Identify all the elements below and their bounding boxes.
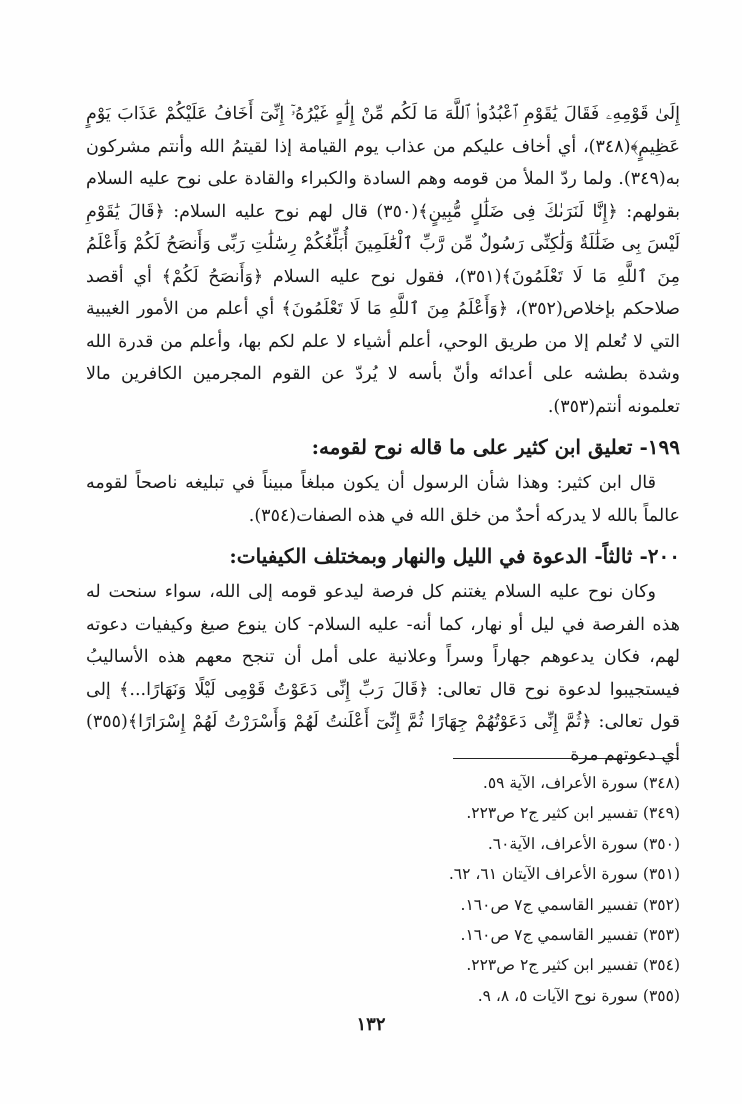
footnotes-list: [300, 768, 680, 1011]
section-heading-200: ٢٠٠- ثالثاً- الدعوة في الليل والنهار وبمختلف الكيفيات:: [229, 544, 680, 568]
footnote-355: (٣٥٥) سورة نوح الآيات ٥، ٨، ٩.: [477, 986, 680, 1005]
footnote-divider: [453, 758, 679, 759]
footnote-353: (٣٥٣) تفسير القاسمي ج٧ ص١٦٠.: [460, 926, 680, 945]
page-number: ١٣٢: [356, 1014, 386, 1035]
footnote-350: (٣٥٠) سورة الأعراف، الآية٦٠.: [487, 834, 680, 853]
paragraph-day-night-call: وكان نوح عليه السلام يغتنم كل فرصة ليدعو قومه إلى الله، سواء سنحت له هذه الفرصة في ليل أو نهار، كما أنه- عليه السلام- كان ينوع صيغ وكيفيات دعوته لهم، فكان يدعوهم جهاراً وسراً وعلانية على أمل أن تنجح معهم هذه الأساليبُ فيستجيبوا لدعوة نوح قال تعالى: ﴿قَالَ رَبِّ إِنِّى دَعَوْتُ قَوْمِى لَيْلًا وَنَهَارًا...﴾ إلى قول تعالى: ﴿ثُمَّ إِنِّى دَعَوْتُهُمْ جِهَارًا ثُمَّ إِنِّىٓ أَعْلَنتُ لَهُمْ وَأَسْرَرْتُ لَهُمْ إِسْرَارًا﴾(٣٥٥) أي دعوتهم مرة: [86, 582, 680, 765]
footnote-348: (٣٤٨) سورة الأعراف، الآية ٥٩.: [482, 774, 680, 792]
paragraph-ibn-kathir: قال ابن كثير: وهذا شأن الرسول أن يكون مبلغاً مبيناً في تبليغه ناصحاً لقومه عالماً بالله لا يدركه أحدٌ من خلق الله في هذه الصفات(٣٥٤).: [86, 473, 680, 526]
main-text: [86, 98, 680, 771]
footnote-354: (٣٥٤) تفسير ابن كثير ج٢ ص٢٢٣.: [466, 956, 680, 975]
footnote-351: (٣٥١) سورة الأعراف الآيتان ٦١، ٦٢.: [448, 865, 680, 884]
section-heading-199: ١٩٩- تعليق ابن كثير على ما قاله نوح لقومه:: [311, 435, 680, 459]
footnote-352: (٣٥٢) تفسير القاسمي ج٧ ص١٦٠.: [460, 895, 680, 914]
footnote-349: (٣٤٩) تفسير ابن كثير ج٢ ص٢٢٣.: [466, 804, 680, 823]
paragraph-noah-warning: إِلَىٰ قَوْمِهِۦ فَقَالَ يَٰقَوْمِ ٱعْبُدُوا۟ ٱللَّهَ مَا لَكُم مِّنْ إِلَٰهٍ غَيْرُهُۥٓ إِنِّىٓ أَخَافُ عَلَيْكُمْ عَذَابَ يَوْمٍ عَظِيمٍ﴾(٣٤٨)، أي أخاف عليكم من عذاب يوم القيامة إذا لقيتمُ الله وأنتم مشركون به(٣٤٩). ولما ردّ الملأ من قومه وهم السادة والكبراء والقادة على نوح عليه السلام بقولهم: ﴿إِنَّا لَنَرَىٰكَ فِى ضَلَٰلٍ مُّبِينٍ﴾(٣٥٠) قال لهم نوح عليه السلام: ﴿قَالَ يَٰقَوْمِ لَيْسَ بِى ضَلَٰلَةٌ وَلَٰكِنِّى رَسُولٌ مِّن رَّبِّ ٱلْعَٰلَمِينَ أُبَلِّغُكُمْ رِسَٰلَٰتِ رَبِّى وَأَنصَحُ لَكُمْ وَأَعْلَمُ مِنَ ٱللَّهِ مَا لَا تَعْلَمُونَ﴾(٣٥١)، فقول نوح عليه السلام ﴿وَأَنصَحُ لَكُمْ﴾ أي أقصد صلاحكم بإخلاص(٣٥٢)، ﴿وَأَعْلَمُ مِنَ ٱللَّهِ مَا لَا تَعْلَمُونَ﴾ أي أعلم من الأمور الغيبية التي لا تُعلم إلا من طريق الوحي، أعلم أشياء لا علم لكم بها، وأعلم من قدرة الله وشدة بطشه على أعدائه وأنّ بأسه لا يُردّ عن القوم المجرمين الكافرين مالا تعلمونه أنتم(٣٥٣).: [86, 104, 681, 417]
